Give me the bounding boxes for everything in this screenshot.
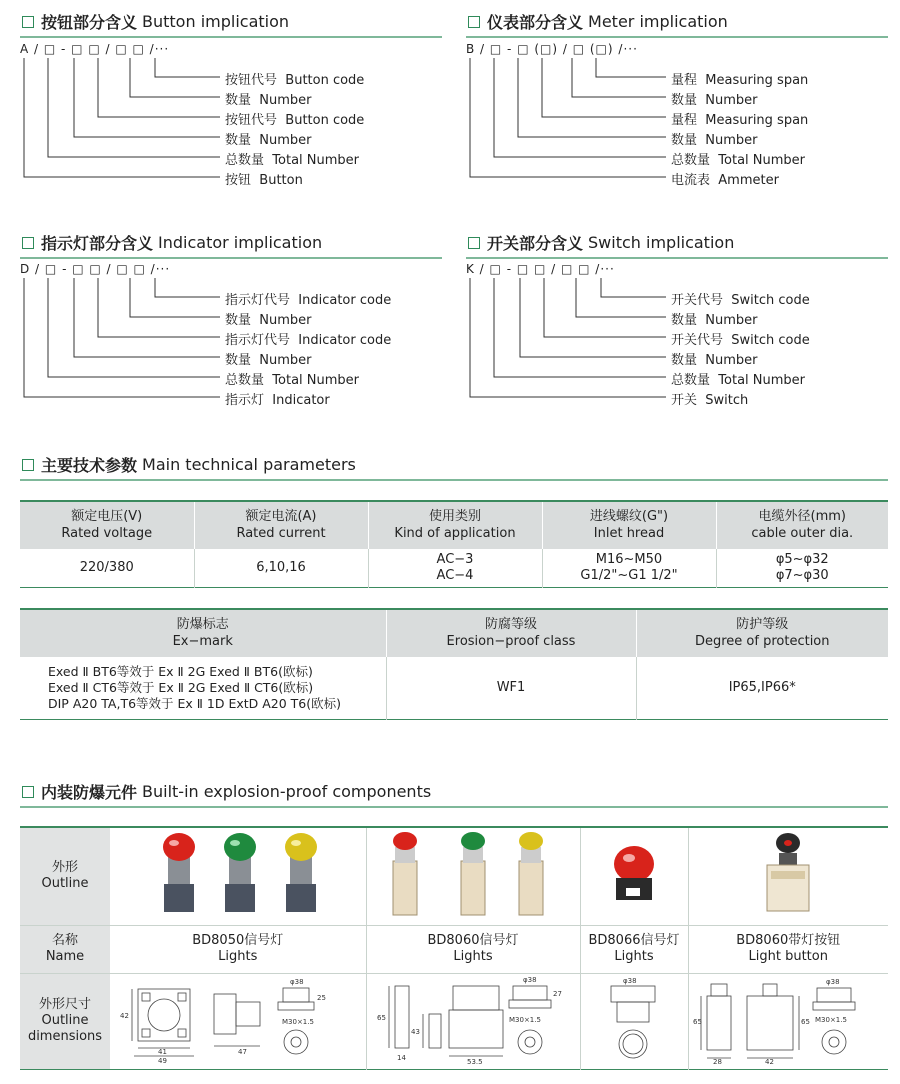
bd8066-lights-image: [604, 834, 664, 914]
table-row: [20, 549, 888, 587]
svg-text:53.5: 53.5: [467, 1057, 483, 1064]
outline-row: [20, 827, 888, 925]
section-rule: [20, 479, 888, 481]
component-name: BD8066信号灯 Lights: [580, 925, 688, 973]
table-header: 使用类别 Kind of application: [368, 501, 542, 549]
legend-item: 数量 Number: [225, 353, 312, 368]
legend-item: 按钮代号 Button code: [225, 73, 365, 88]
legend-item: 量程 Measuring span: [671, 113, 809, 128]
bd8060-button-dimension-drawing: [693, 974, 883, 1064]
bd8066-dimension-drawing: [589, 974, 679, 1064]
legend-item: 数量 Number: [225, 133, 312, 148]
table-row: [20, 657, 888, 719]
bd8060-lights-image: [373, 829, 573, 919]
code-pattern: K / □ - □ □ / □ □ /···: [466, 262, 615, 276]
table-cell: 6,10,16: [194, 549, 368, 587]
svg-text:65: 65: [693, 1017, 703, 1026]
dimension-drawing: [688, 973, 888, 1069]
section-rule: [20, 806, 888, 808]
svg-text:47: 47: [237, 1047, 247, 1056]
legend-item: 按钮代号 Button code: [225, 113, 365, 128]
component-name: BD8060信号灯 Lights: [366, 925, 580, 973]
svg-text:49: 49: [157, 1056, 167, 1064]
legend-item: 开关 Switch: [671, 393, 749, 408]
component-photo: [688, 827, 888, 925]
legend-item: 数量 Number: [671, 133, 758, 148]
svg-text:28: 28: [713, 1057, 723, 1064]
table-header: 防爆标志 Ex−mark: [20, 609, 386, 657]
legend-item: 按钮 Button: [225, 173, 303, 188]
section-title-button: 按钮部分含义 Button implication: [22, 10, 289, 33]
table-cell: φ5~φ32 φ7~φ30: [775, 551, 829, 583]
legend-item: 量程 Measuring span: [671, 73, 809, 88]
section-title-switch: 开关部分含义 Switch implication: [468, 231, 734, 254]
svg-text:M30×1.5: M30×1.5: [815, 1015, 848, 1024]
table-cell: WF1: [386, 657, 636, 719]
svg-text:φ38: φ38: [289, 977, 304, 986]
svg-text:42: 42: [119, 1011, 129, 1020]
legend-item: 数量 Number: [671, 313, 758, 328]
components-table: [20, 826, 888, 1070]
table-cell: 220/380: [20, 549, 194, 587]
table-cell: M16~M50 G1/2"~G1 1/2": [542, 549, 716, 587]
dimension-drawing: [580, 973, 688, 1069]
legend-item: 数量 Number: [225, 313, 312, 328]
table-header: 电缆外径(mm) cable outer dia.: [716, 501, 888, 549]
legend-item: 总数量 Total Number: [225, 373, 359, 388]
legend-item: 指示灯代号 Indicator code: [225, 293, 392, 308]
table-cell: IP65,IP66*: [728, 679, 796, 695]
legend-item: 指示灯代号 Indicator code: [225, 333, 392, 348]
bd8050-dimension-drawing: [118, 974, 358, 1064]
table-header: 额定电流(A) Rated current: [194, 501, 368, 549]
checkbox-bullet-icon: [22, 786, 34, 798]
svg-text:M30×1.5: M30×1.5: [509, 1015, 541, 1024]
svg-text:14: 14: [397, 1053, 406, 1062]
dimension-drawing: [110, 973, 366, 1069]
svg-text:M30×1.5: M30×1.5: [281, 1017, 314, 1026]
legend-item: 总数量 Total Number: [671, 373, 805, 388]
table-header: 额定电压(V) Rated voltage: [20, 501, 194, 549]
legend-item: 数量 Number: [671, 93, 758, 108]
svg-text:41: 41: [157, 1047, 167, 1056]
legend-item: 开关代号 Switch code: [671, 293, 810, 308]
legend-item: 电流表 Ammeter: [671, 173, 779, 188]
legend-item: 指示灯 Indicator: [225, 393, 330, 408]
code-pattern: A / □ - □ □ / □ □ /···: [20, 42, 170, 56]
exmark-cell: Exed Ⅱ BT6等效于 Ex Ⅱ 2G Exed Ⅱ BT6(欧标) Exed Ⅱ CT6等效于 Ex Ⅱ 2G Exed Ⅱ CT6(欧标) DIP A20 TA,T6等效于 Ex Ⅱ 1D ExtD A20 T6(欧标): [20, 657, 386, 719]
svg-text:65: 65: [801, 1017, 811, 1026]
legend-item: 总数量 Total Number: [671, 153, 805, 168]
svg-text:φ38: φ38: [623, 976, 637, 985]
dimension-drawing: [366, 973, 580, 1069]
name-row: [20, 925, 888, 973]
legend-leader-lines: [0, 0, 900, 420]
table-header: 防腐等级 Erosion−proof class: [386, 609, 636, 657]
code-pattern: D / □ - □ □ / □ □ /···: [20, 262, 171, 276]
svg-text:42: 42: [765, 1057, 775, 1064]
exmark-table: [20, 608, 888, 720]
table-cell: AC−3 AC−4: [368, 549, 542, 587]
legend-item: 总数量 Total Number: [225, 153, 359, 168]
section-title-components: 内装防爆元件 Built-in explosion-proof components: [22, 780, 431, 803]
bd8060-dimension-drawing: [373, 974, 573, 1064]
component-photo: [110, 827, 366, 925]
component-photo: [366, 827, 580, 925]
bd8060-light-button-image: [753, 829, 823, 919]
table-header: 进线螺纹(G") Inlet hread: [542, 501, 716, 549]
svg-text:φ38: φ38: [826, 977, 840, 986]
code-pattern: B / □ - □ (□) / □ (□) /···: [466, 42, 638, 56]
checkbox-bullet-icon: [22, 459, 34, 471]
svg-text:27: 27: [553, 989, 562, 998]
bd8050-lights-image: [118, 829, 358, 919]
row-label: 外形尺寸 Outline dimensions: [20, 973, 110, 1069]
row-label: 外形 Outline: [20, 827, 110, 925]
legend-item: 开关代号 Switch code: [671, 333, 810, 348]
component-name: BD8060带灯按钮 Light button: [736, 932, 841, 964]
dims-row: [20, 973, 888, 1069]
params-table: [20, 500, 888, 588]
table-header: 防护等级 Degree of protection: [636, 609, 888, 657]
svg-text:43: 43: [411, 1027, 420, 1036]
legend-item: 数量 Number: [225, 93, 312, 108]
legend-item: 数量 Number: [671, 353, 758, 368]
component-name: BD8050信号灯 Lights: [110, 925, 366, 973]
svg-text:25: 25: [316, 993, 326, 1002]
svg-text:φ38: φ38: [523, 975, 537, 984]
component-photo: [580, 827, 688, 925]
row-label: 名称 Name: [20, 925, 110, 973]
svg-text:65: 65: [377, 1013, 386, 1022]
section-title-params: 主要技术参数 Main technical parameters: [22, 453, 356, 476]
section-title-meter: 仪表部分含义 Meter implication: [468, 10, 728, 33]
section-title-indicator: 指示灯部分含义 Indicator implication: [22, 231, 322, 254]
